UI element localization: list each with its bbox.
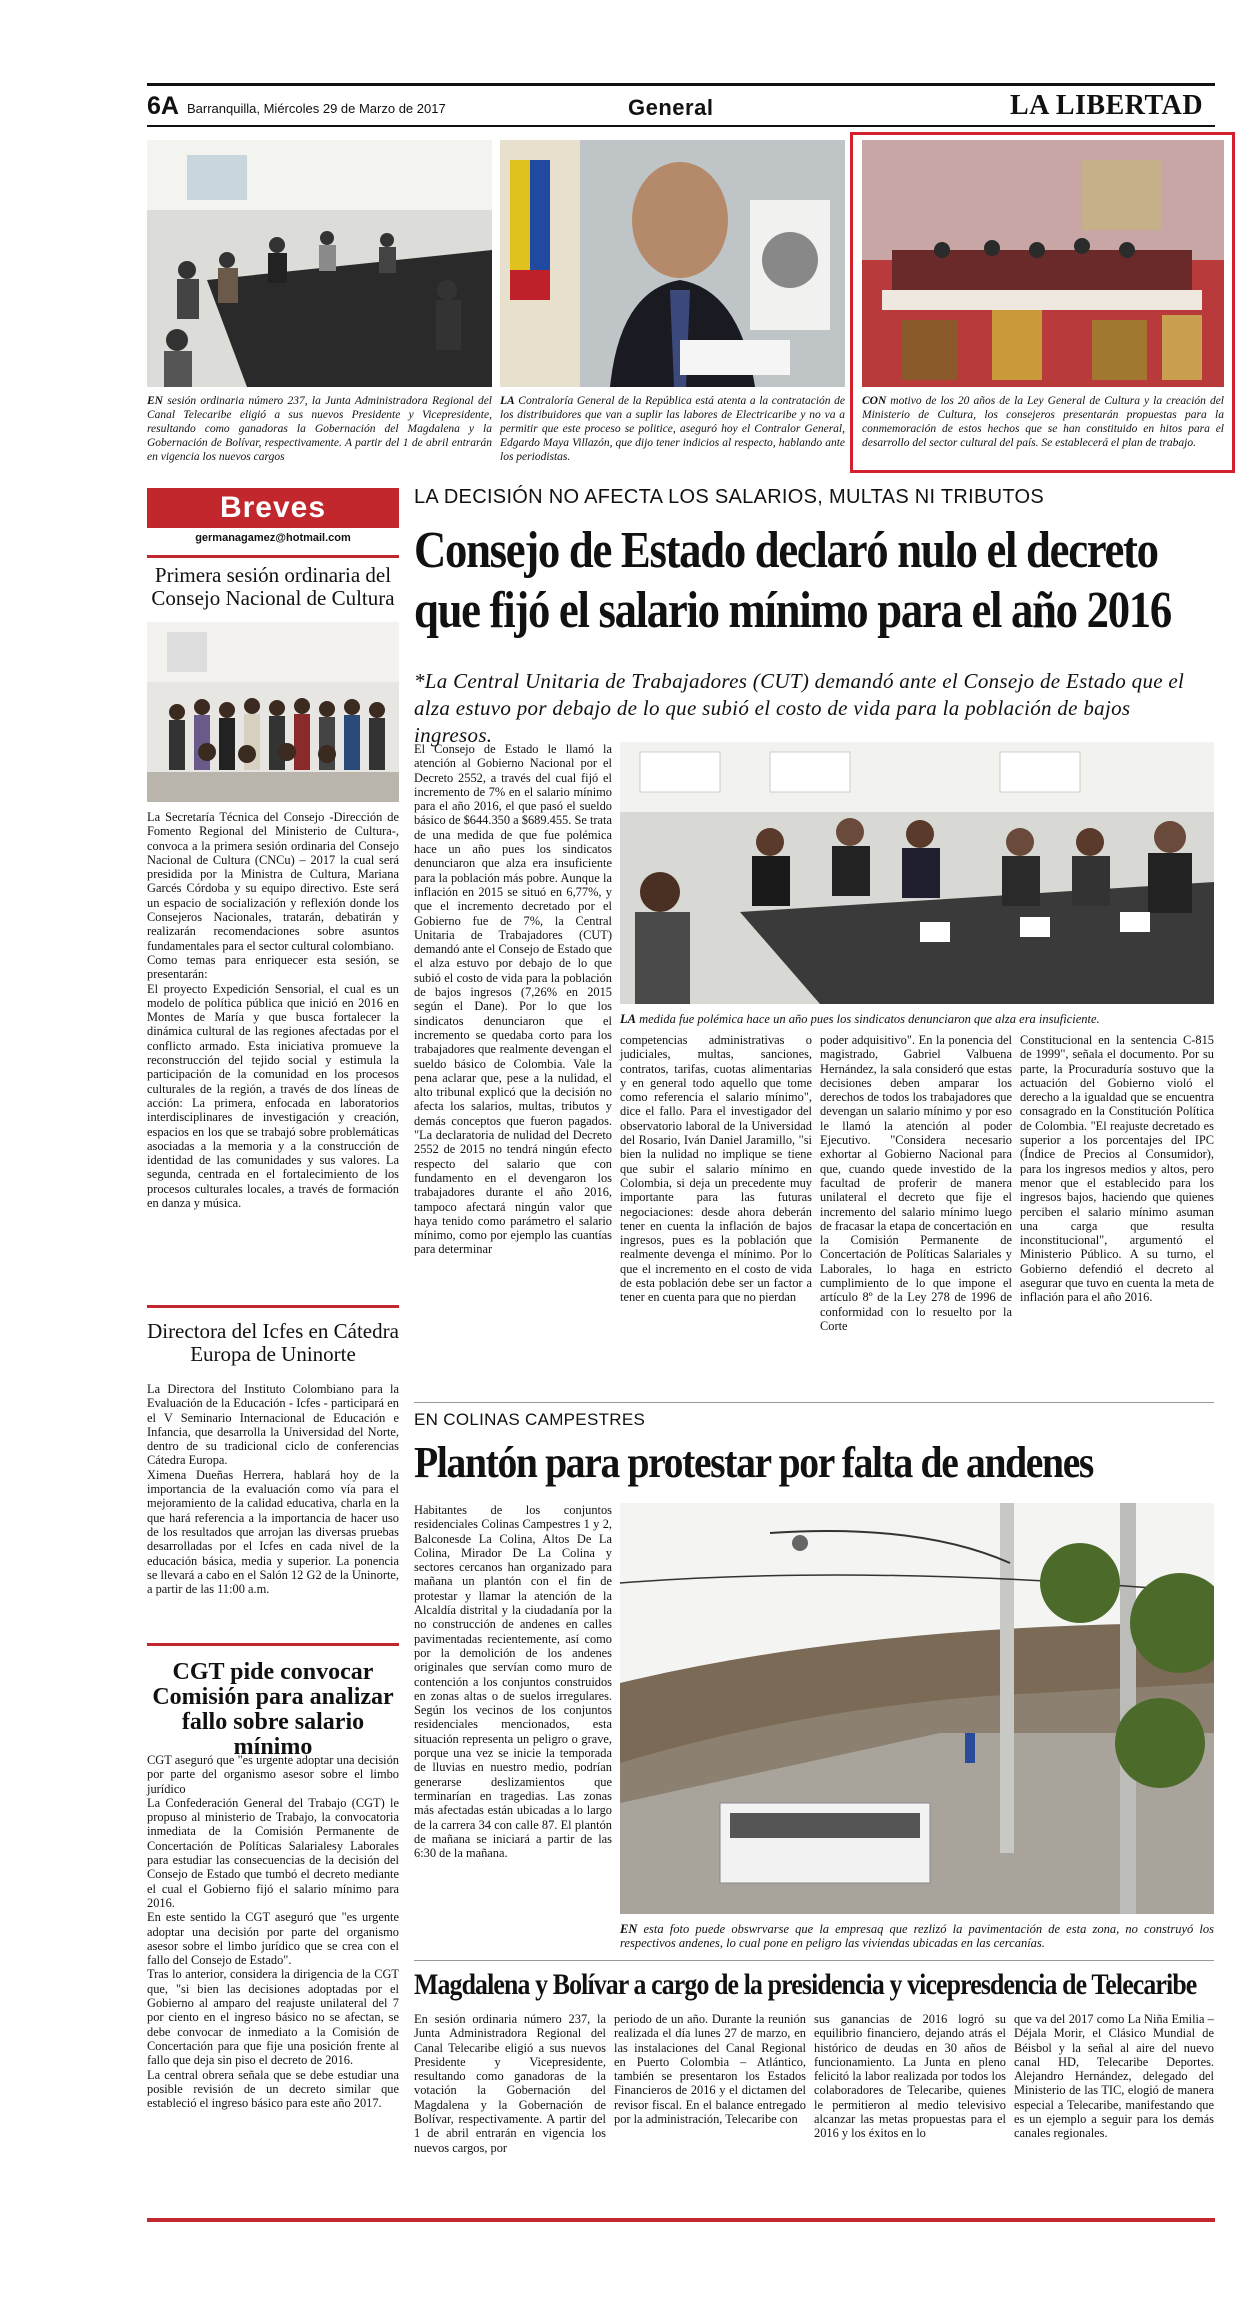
plant-photo-caption: EN esta foto puede obswrvarse que la empresaq que rezlizó la pavimentación de esta zona, no construyó los respectivos andenes, lo cual pone en peligro las viviendas ubicadas en las cercanías.	[620, 1922, 1214, 1950]
lead-headline-1: Consejo de Estado declaró nulo el decreto	[414, 522, 1158, 579]
lead-col-1: El Consejo de Estado le llamó la atención al Gobierno Nacional por el Decreto 2552, a través del cual fijó el incremento de 7% en el salario mínimo para el año 2016, el que pasó el sueldo básico de $644.350 a $689.455. Se trata de una medida de que fue polémica hace un año pues los sindicatos denunciaron que alza era insuficiente para la población más pobre. Aunque la inflación en 2015 se situó en 6,77%, y que el incremento decretado por el Gobierno fue de 7%, la Central Unitaria de Trabajadores (CUT) demandó ante el Consejo de Estado que el alza estuvo por debajo de lo que subió el costo de vida para la población de bajos ingresos (7,26% en 2015 según el Dane). Por lo que los sindicatos denunciaron que el incremento se quedaba corto para los trabajadores que realmente devengan el sueldo básico de Colombia. Vale la pena aclarar que, pese a la nulidad, el alto tribunal explicó que la decisión no afecta los salarios, multas, tributos y demás conceptos que fueron pagados. "La declaratoria de nulidad del Decreto 2552 de 2015 no tendrá ningún efecto respecto del salario que con fundamento en el devengaron los trabajadores durante el año 2016, tampoco afectará ningún valor que haya tenido como parámetro el salario mínimo, como por ejemplo las cuantías para determinar	[414, 742, 612, 1257]
plant-kicker: EN COLINAS CAMPESTRES	[414, 1410, 646, 1429]
dateline: Barranquilla, Miércoles 29 de Marzo de 2017	[187, 101, 446, 116]
photo-contralor	[500, 140, 845, 387]
caption-contralor: LA Contraloría General de la República está atenta a la contratación de los distribuidores que van a suplir las labores de Electricaribe y no va a permitir que este proceso se politice, aseguró hoy el Contralor General, Edgardo Maya Villazón, que dijo tener indicios al respecto, hablando ante los periodistas.	[500, 395, 845, 463]
brief-body-icfes: La Directora del Instituto Colombiano para la Evaluación de la Educación - Icfes - participará en el V Seminario Internacional de Educación e Infancia, que desarrolla la Universidad del Norte, dentro de su tradicional ciclo de conferencias Cátedra Europa. Ximena Dueñas Herrera, hablará hoy de la importancia de la evaluación como vía para el mejoramiento de la calidad educativa, charla en la que hará referencia a la importancia de hacer uso de los resultados que arrojan las diversas pruebas desarrolladas por el Icfes en cada nivel de la educación básica, media y superior. La ponencia se llevará a cabo en el Salón 12 G2 de la Uninorte, a partir de las 11:00 a.m.	[147, 1382, 399, 1597]
breves-email[interactable]: germanagamez@hotmail.com	[195, 532, 351, 544]
lead-col-2: competencias administrativas o judiciales, multas, sanciones, contratos, tarifas, cuotas alimentarias y en general todo aquello que tome como referencia el salario mínimo", dice el fallo. Para el investigador del observatorio laboral de la Universidad del Rosario, Iván Daniel Jaramillo, "si bien la nulidad no implique se tiene que subir el salario mínimo en Colombia, si deja un precedente muy importante para las futuras negociaciones: desde ahora deberán tener en cuenta la inflación de bajos ingresos, pues es la población que realmente devenga el mínimo. Por lo que el incremento en el costo de vida de esta población debe ser un factor a tener en cuenta para que no pierdan	[620, 1033, 812, 1305]
telecaribe-col-3: sus ganancias de 2016 logró su equilibrio financiero, dejando atrás el histórico de deudas en 30 años de funcionamiento. La Junta en pleno felicitó la labor realizada por todos los colaboradores de Telecaribe, quienes le permitieron al medio televisivo alcanzar las metas propuestas para el 2016 y los éxitos en lo	[814, 2012, 1006, 2141]
breves-rule-3	[147, 1643, 399, 1646]
caption-cultura: CON motivo de los 20 años de la Ley General de Cultura y la creación del Ministerio de Cultura, los consejeros presentarán propuestas para la conmemoración de estos hechos que se han constituido en hitos para el desarrollo del sector cultural del país. Se establecerá el plan de trabajo.	[862, 395, 1224, 449]
photo-consejo-cultura	[147, 622, 399, 802]
telecaribe-headline: Magdalena y Bolívar a cargo de la presidencia y vicepresdencia de Telecaribe	[414, 1968, 1197, 2001]
plant-body: Habitantes de los conjuntos residenciales Colinas Campestres 1 y 2, Balconesde La Colina, Altos De La Colina, Mirador De La Colina y sectores cercanos han organizado para mañana un plantón con el fin de protestar y llamar la atención de la Alcaldía distrital y la ciudadanía por la no construcción de andenes en calles pavimentadas recientemente, así como por la demolición de los andenes originales que servían como muro de contención a los conjuntos construidos en zonas altas o de suelos irregulares. Según los vecinos de los conjuntos residenciales mencionados, esta situación representa un peligro o grave, porque una vez se inicie la temporada de lluvias en nuestro medio, podrían generarse deslizamientos que terminarían en tragedias. Las zonas más afectadas están ubicadas a lo largo de la carrera 34 con calle 87. El plantón de mañana se iniciará a partir de las 6:30 de la mañana.	[414, 1503, 612, 1861]
brief-title-cgt: CGT pide convocar Comisión para analizar fallo sobre salario mínimo	[152, 1659, 394, 1760]
brief-body-cultura: La Secretaría Técnica del Consejo -Dirección de Fomento Regional del Ministerio de Cultura-, convoca a la primera sesión ordinaria del Consejo Nacional de Cultura (CNCu) – 2017 la cual será presidida por la Ministra de Cultura, Mariana Garcés Córdoba y su equipo directivo. Este será un espacio de socialización y reflexión donde los Consejeros Nacionales, tratarán, debatirán y realizarán recomendaciones sobre asuntos fundamentales para el sector cultural colombiano. Como temas para enriquecer esta sesión, se presentarán: El proyecto Expedición Sensorial, el cual es un modelo de política pública que inició en 2016 en Montes de María y que busca fortalecer la dinámica cultural de las regiones afectadas por el conflicto armado. Esta iniciativa promueve la reconstrucción del tejido social y estimula la participación de la comunidad en los procesos culturales de la región, a través de dos líneas de acción: La primera, enfocada en laboratorios interdisciplinares de investigación y creación, espacios en los que se trabajó sobre problemáticas asociadas a la memoria y a la construcción de identidad de las comunidades y sus valores. La segunda, centrada en el fortalecimiento de los procesos culturales locales, a través de formación en danza y música.	[147, 810, 399, 1211]
lead-kicker: LA DECISIÓN NO AFECTA LOS SALARIOS, MULTAS NI TRIBUTOS	[414, 486, 1045, 508]
lead-col-4: Constitucional en la sentencia C-815 de 1999", señala el documento. Por su parte, la Procuraduría sostuvo que la actuación del Gobierno violó el derecho a la igualdad que se encuentra consagrado en la Constitución Política de Colombia. "El reajuste decretado es superior a los porcentajes del IPC (Índice de Precios al Consumidor), para los ingresos medios y altos, pero menor que el establecido para los ingresos bajos, haciendo que quienes perciben el salario mínimo asuman una carga que resulta inconstitucional", argumentó el Ministerio Público. A su turno, el Gobierno defendió el decreto al asegurar que tuvo en cuenta la meta de inflación para el año 2016.	[1020, 1033, 1214, 1305]
breves-banner: Breves	[147, 488, 399, 528]
lead-headline-2: que fijó el salario mínimo para el año 2016	[414, 582, 1171, 639]
top-rule	[147, 83, 1215, 86]
section-title: General	[628, 95, 714, 120]
photo-consejo-estado	[620, 742, 1214, 1004]
brief-title-icfes: Directora del Icfes en Cátedra Europa de Uninorte	[147, 1319, 399, 1366]
page-number: 6A	[147, 92, 179, 120]
bottom-rule	[147, 2218, 1215, 2222]
plant-headline: Plantón para protestar por falta de andenes	[414, 1438, 1093, 1487]
lead-deck: *La Central Unitaria de Trabajadores (CUT) demandó ante el Consejo de Estado que el alza estuvo por debajo de lo que subió el costo de vida para la población de bajos ingresos.	[414, 669, 1185, 747]
lead-photo-caption: LA medida fue polémica hace un año pues los sindicatos denunciaron que alza era insuficiente.	[620, 1012, 1100, 1026]
story-divider-2	[414, 1960, 1214, 1961]
story-divider	[414, 1402, 1214, 1403]
lead-col-3: poder adquisitivo". En la ponencia del magistrado, Gabriel Valbuena Hernández, la sala consideró que estas decisiones deben amparar los derechos de todos los trabajadores que devengan un salario mínimo y por eso le llamó la atención al poder Ejecutivo. "Considera necesario exhortar al Gobierno Nacional para que, cuando quede investido de la facultad de proferir de manera unilateral el decreto que fije el incremento del salario mínimo luego de fracasar la etapa de concertación en la Comisión Permanente de Concertación de Políticas Salariales y Laborales, lo haga en estricto cumplimiento de lo que impone el artículo 8º de la Ley 278 de 1996 de conformidad con lo resuelto por la Corte	[820, 1033, 1012, 1333]
masthead: LA LIBERTAD	[1010, 90, 1204, 121]
header-rule	[147, 125, 1215, 127]
brief-body-cgt: CGT aseguró que "es urgente adoptar una decisión por parte del organismo asesor sobre el limbo jurídico La Confederación General del Trabajo (CGT) le propuso al ministerio de Trabajo, la convocatoria inmediata de la Comisión Permanente de Concertación de Políticas Salarialesy Laborales para estudiar las consecuencias de la decisión del Consejo de Estado que tumbó el decreto mediante el cual el Gobierno fijó el salario mínimo para 2016. En este sentido la CGT aseguró que "es urgente adoptar una decisión por parte del organismo asesor sobre el limbo jurídico que se crea con el fallo del Consejo de Estado". Tras lo anterior, considera la dirigencia de la CGT que, "si bien las decisiones adoptadas por el Gobierno al amparo del reajuste unilateral del 7 por ciento en el ingreso básico no se afectan, se debe convocar de inmediato a la Comisión de Concertación para que fije una posición frente al fallo que deja sin piso el decreto de 2016. La central obrera señala que se debe estudiar una posible revisión de un decreto similar que estableció el ingreso básico para este año 2017.	[147, 1753, 399, 2111]
breves-rule	[147, 555, 399, 558]
photo-telecaribe-meeting	[147, 140, 492, 387]
brief-title-cultura: Primera sesión ordinaria del Consejo Nacional de Cultura	[151, 563, 395, 610]
photo-street-no-sidewalk	[620, 1503, 1214, 1914]
telecaribe-col-1: En sesión ordinaria número 237, la Junta Administradora Regional del Canal Telecaribe eligió a sus nuevos Presidente y Vicepresidente, resultando como ganadoras de la votación la Gobernación del Magdalena y la Gobernación de Bolívar, respectivamente. A partir del 1 de abril entrarán en vigencia los nuevos cargos, por	[414, 2012, 606, 2155]
highlight-box	[850, 132, 1235, 473]
telecaribe-col-4: que va del 2017 como La Niña Emilia – Déjala Morir, el Clásico Mundial de Béisbol y la señal al aire del nuevo canal HD, Telecaribe Deportes. Alejandro Hernández, delegado del Ministerio de las TIC, elogió de manera especial a Telecaribe, manifestando que es un ejemplo a seguir para los demás canales regionales.	[1014, 2012, 1214, 2141]
caption-telecaribe: EN sesión ordinaria número 237, la Junta Administradora Regional del Canal Telecaribe eligió a sus nuevos Presidente y Vicepresidente, resultando como ganadoras la Gobernación del Magdalena y la Gobernación de Bolívar, respectivamente. A partir del 1 de abril entrarán en vigencia los nuevos cargos	[147, 395, 492, 463]
breves-rule-2	[147, 1305, 399, 1308]
telecaribe-col-2: periodo de un año. Durante la reunión realizada el día lunes 27 de marzo, en las instalaciones del Canal Regional en Puerto Colombia – Atlántico, también se presentaron los Estados Financieros de 2016 y el dictamen del revisor fiscal. En el balance entregado por la administración, Telecaribe con	[614, 2012, 806, 2127]
